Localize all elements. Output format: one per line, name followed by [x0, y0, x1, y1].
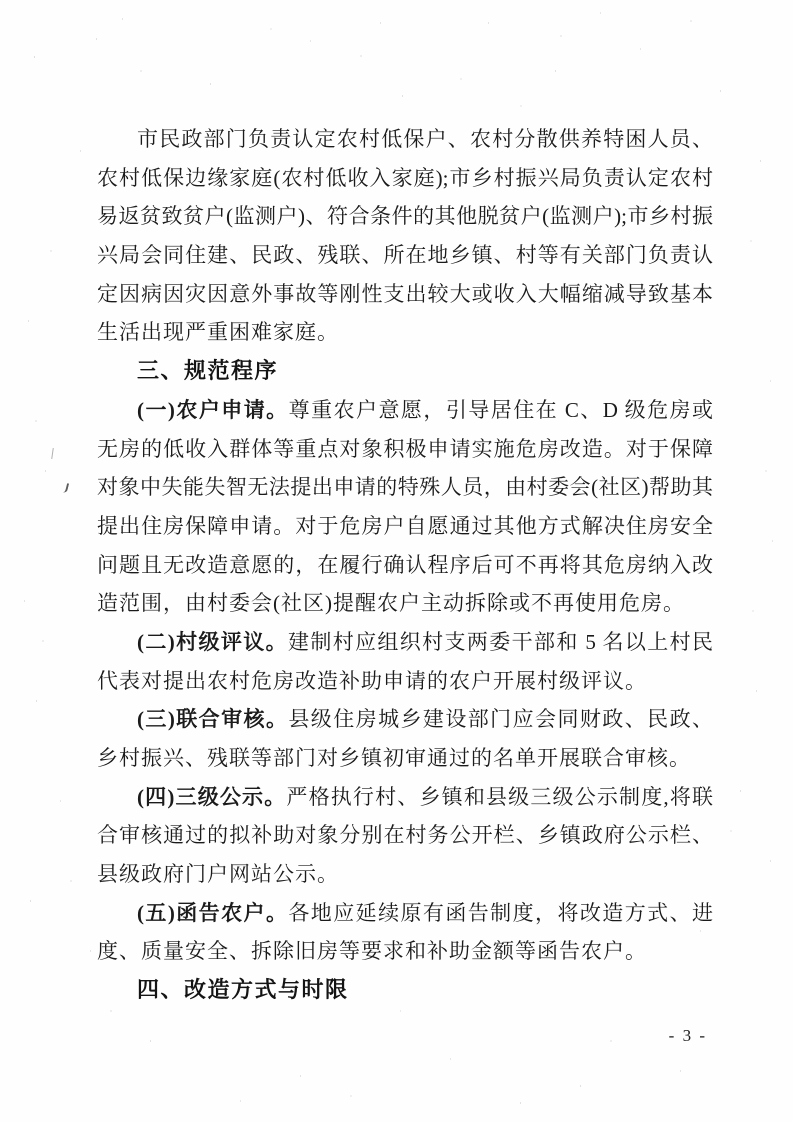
item-line: 代表对提出农村危房改造补助申请的农户开展村级评议。	[97, 668, 647, 693]
item-line: 无房的低收入群体等重点对象积极申请实施危房改造。对于保障	[97, 436, 713, 461]
item-first-line	[97, 700, 713, 739]
item-line: 度、质量安全、拆除旧房等要求和补助金额等函告农户。	[97, 939, 647, 964]
item-lead: (五)函告农户。	[137, 900, 289, 925]
intro-line: 市民政部门负责认定农村低保户、农村分散供养特困人员、	[137, 127, 713, 151]
item-lead: (二)村级评议。	[137, 629, 288, 654]
page-number: - 3 -	[668, 1026, 707, 1045]
intro-line: 定因病因灾因意外事故等刚性支出较大或收入大幅缩减导致基本	[97, 281, 713, 306]
item-text: 建制村应组织村支两委干部和 5 名以上村民	[287, 629, 713, 654]
item-text: 各地应延续原有函告制度，将改造方式、进	[288, 900, 713, 925]
item-lead: (一)农户申请。	[137, 397, 289, 422]
item-lead: (三)联合审核。	[137, 707, 289, 732]
document-body	[97, 120, 713, 1010]
item-line: 合审核通过的拟补助对象分别在村务公开栏、乡镇政府公示栏、	[97, 823, 713, 848]
item-first-line	[97, 778, 713, 817]
item-line: 问题且无改造意愿的，在履行确认程序后可不再将其危房纳入改	[97, 552, 713, 577]
item-line: 乡村振兴、残联等部门对乡镇初审通过的名单开展联合审核。	[97, 746, 691, 770]
intro-line: 兴局会同住建、民政、残联、所在地乡镇、村等有关部门负责认	[97, 243, 713, 268]
scan-noise-speckles	[0, 0, 2, 2]
item-line: 提出住房保障申请。对于危房户自愿通过其他方式解决住房安全	[97, 513, 713, 538]
margin-ink-artifact	[63, 483, 69, 494]
intro-line: 易返贫致贫户(监测户)、符合条件的其他脱贫户(监测户);市乡村振	[97, 204, 713, 229]
section-heading-three: 三、规范程序	[137, 358, 279, 384]
item-text: 严格执行村、乡镇和县级三级公示制度,将联	[286, 784, 713, 809]
item-line: 县级政府门户网站公示。	[97, 862, 339, 887]
intro-line: 农村低保边缘家庭(农村低收入家庭);市乡村振兴局负责认定农村	[97, 165, 713, 190]
item-line: 对象中失能失智无法提出申请的特殊人员，由村委会(社区)帮助其	[97, 475, 713, 500]
item-first-line	[97, 623, 713, 662]
item-first-line	[97, 894, 713, 933]
item-line: 造范围，由村委会(社区)提醒农户主动拆除或不再使用危房。	[97, 591, 685, 616]
margin-ink-artifact	[51, 448, 54, 459]
section-heading-four: 四、改造方式与时限	[137, 977, 349, 1003]
intro-line: 生活出现严重困难家庭。	[97, 320, 339, 345]
item-lead: (四)三级公示。	[137, 784, 287, 809]
item-text: 县级住房城乡建设部门应会同财政、民政、	[288, 707, 713, 732]
item-first-line	[97, 391, 713, 430]
item-text: 尊重农户意愿，引导居住在 C、D 级危房或	[288, 397, 713, 422]
